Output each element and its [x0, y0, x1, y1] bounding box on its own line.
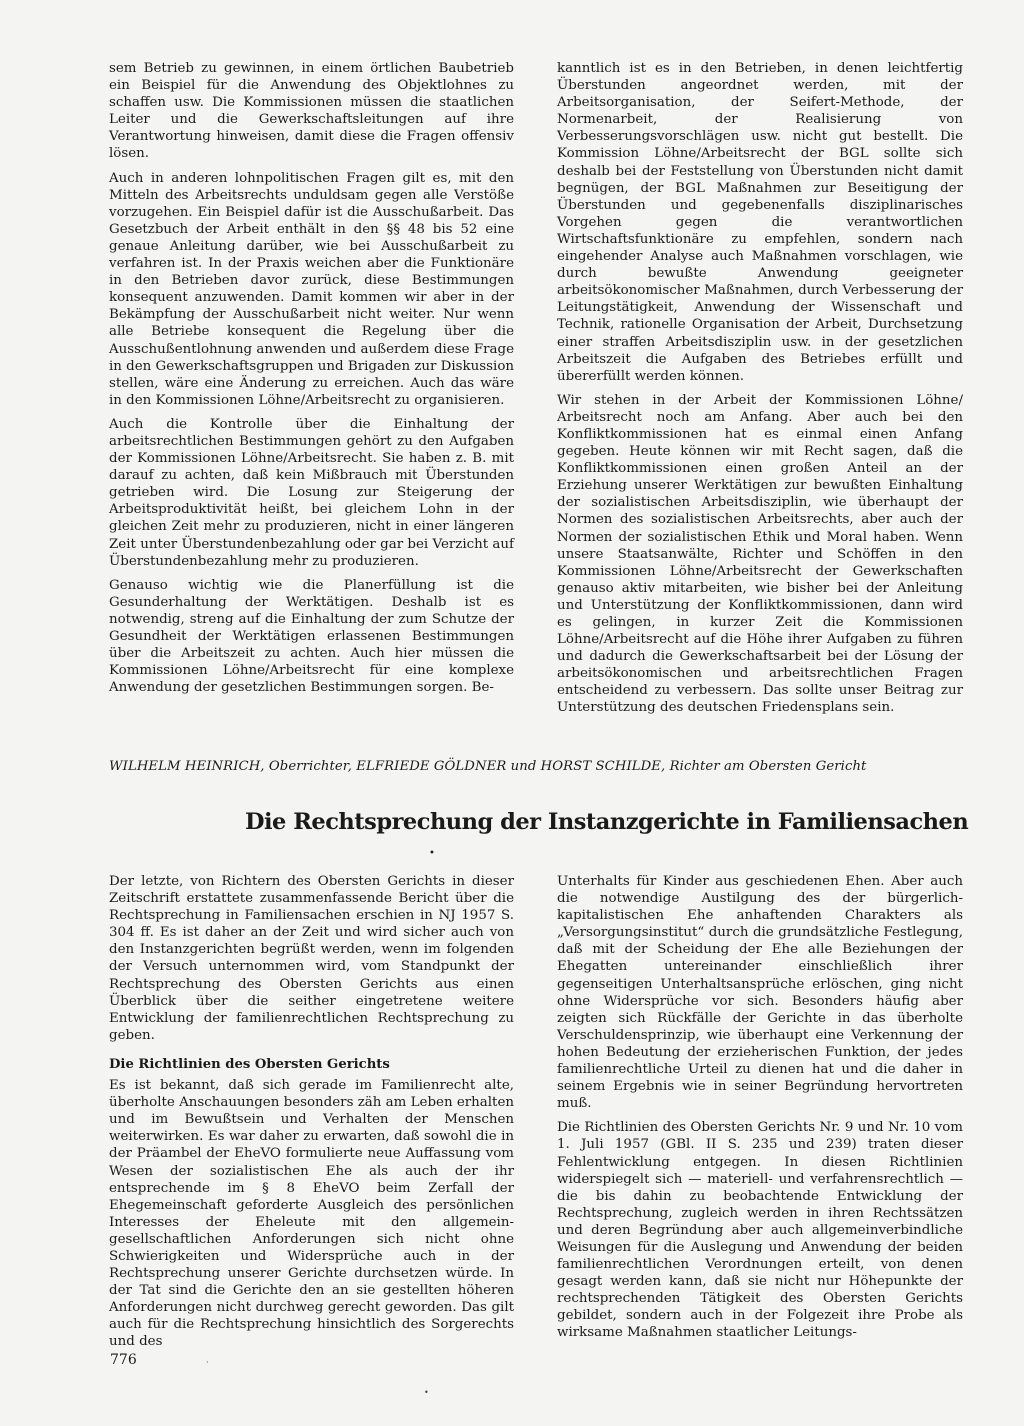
bottom-right-column	[557, 873, 963, 1349]
paragraph: Genauso wichtig wie die Planerfüllung ist die Gesunderhaltung der Werktätigen. Deshalb ist es notwendig, streng auf die Einhaltung der zum Schutze der Gesundheit der Werktätigen erlassenen Bestimmungen über die Arbeitszeit zu achten. Auch hier müssen die Kommissionen Löhne/Arbeitsrecht für eine komplexe Anwendung der gesetzlichen Bestimmungen sorgen. Be-	[109, 577, 514, 696]
author-byline: WILHELM HEINRICH, Oberrichter, ELFRIEDE GÖLDNER und HORST SCHILDE, Richter am Obersten Gericht	[109, 759, 867, 774]
print-speck: •	[424, 1388, 429, 1397]
paragraph: Auch die Kontrolle über die Einhaltung der arbeitsrechtlichen Bestimmungen gehört zu den Aufgaben der Kommissionen Löhne/Arbeitsrecht. Sie haben z. B. mit darauf zu achten, daß kein Mißbrauch mit Überstunden getrieben wird. Die Losung zur Steigerung der Arbeitsproduktivität heißt, bei gleichem Lohn in der gleichen Zeit mehr zu produzieren, nicht in einer längeren Zeit unter Überstundenbezahlung oder gar bei Verzicht auf Überstundenbezahlung mehr zu produzieren.	[109, 416, 514, 569]
print-speck: ·	[206, 1358, 209, 1367]
ornament-dot: •	[429, 848, 435, 859]
paragraph: Auch in anderen lohnpolitischen Fragen gilt es, mit den Mitteln des Arbeitsrechts unduldsam gegen alle Verstöße vorzugehen. Ein Beispiel dafür ist die Ausschußarbeit. Das Gesetzbuch der Arbeit enthält in den §§ 48 bis 52 eine genaue Anleitung darüber, wie bei Ausschußarbeit zu verfahren ist. In der Praxis weichen aber die Funktionäre in den Betrieben davor zurück, diese Bestimmungen konsequent anzuwenden. Damit kommen wir aber in der Bekämpfung der Ausschußarbeit nicht weiter. Nur wenn alle Betriebe konsequent die Regelung über die Ausschußentlohnung anwenden und außerdem diese Frage in den Gewerkschaftsgruppen und Brigaden zur Diskussion stellen, wäre eine Änderung zu erreichen. Auch das wäre in den Kommissionen Löhne/Arbeitsrecht zu organisieren.	[109, 170, 515, 408]
paragraph: Unterhalts für Kinder aus geschiedenen Ehen. Aber auch die notwendige Austilgung des der bürgerlich-kapitalistischen Ehe anhaftenden Charakters als „Versorgungsinstitut“ durch die grundsätzliche Festlegung, daß mit der Scheidung der Ehe alle Beziehungen der Ehegatten untereinander einschließlich ihrer gegenseitigen Unterhaltsansprüche erlöschen, ging nicht ohne Widersprüche vor sich. Besonders häufig aber zeigten sich Rückfälle der Gerichte in das überholte Verschuldensprinzip, wie überhaupt eine Verkennung der hohen Bedeutung der erzieherischen Funktion, der jedes familienrechtliche Urteil zu dienen hat und die daher in seinem Ergebnis wie in seiner Begründung hervortreten muß.	[557, 874, 963, 1112]
paragraph: kanntlich ist es in den Betrieben, in denen leichtfertig Überstunden angeordnet werden, mit der Arbeitsorganisation, der Seifert-Methode, der Normenarbeit, der Realisierung von Verbesserungsvorschlägen usw. nicht gut bestellt. Die Kommission Löhne/Arbeitsrecht der BGL sollte sich deshalb bei der Feststellung von Überstunden nicht damit begnügen, der BGL Maßnahmen zur Beseitigung der Überstunden und gegebenenfalls disziplinarisches Vorgehen gegen die verantwortlichen Wirtschaftsfunktionäre zu empfehlen, sondern nach eingehender Analyse auch Maßnahmen vorschlagen, wie durch bewußte Anwendung geeigneter arbeitsökonomischer Maßnahmen, durch Verbesserung der Leitungstätigkeit, Anwendung der Wissenschaft und Technik, rationelle Organisation der Arbeit, Durchsetzung einer straffen Arbeitsdisziplin usw. in der gesetzlichen Arbeitszeit die Aufgaben des Betriebes erfüllt und übererfüllt werden können.	[557, 61, 963, 384]
top-left-column	[109, 60, 514, 703]
section-heading: Die Richtlinien des Obersten Gerichts	[109, 1056, 390, 1072]
paragraph: Der letzte, von Richtern des Obersten Gerichts in dieser Zeitschrift erstattete zusammenfassende Bericht über die Rechtsprechung in Familiensachen erschien in NJ 1957 S. 304 ff. Es ist daher an der Zeit und wird sicher auch von den Instanzgerichten begrüßt werden, wenn im folgenden der Versuch unternommen wird, vom Standpunkt der Rechtsprechung des Obersten Gerichts aus einen Überblick über die seither eingetretene weitere Entwicklung der familienrechtlichen Rechtsprechung zu geben.	[109, 874, 514, 1043]
paragraph: Die Richtlinien des Obersten Gerichts Nr. 9 und Nr. 10 vom 1. Juli 1957 (GBl. II S. 235 und 239) traten dieser Fehlentwicklung entgegen. In diesen Richtlinien widerspiegelt sich — materiell- und verfahrensrechtlich — die bis dahin zu beobachtende Entwicklung der Rechtsprechung, zugleich werden in ihren Rechtssätzen und deren Begründung aber auch allgemeinverbindliche Weisungen für die Auslegung und Anwendung der beiden familienrechtlichen Verordnungen erteilt, von denen gesagt werden kann, daß sie nicht nur Höhepunkte der rechtsprechenden Tätigkeit des Obersten Gerichts gebildet, sondern auch in der Folgezeit ihre Probe als wirksame Maßnahmen staatlicher Leitungs-	[557, 1120, 963, 1341]
page-number: 776	[110, 1352, 137, 1368]
top-right-column	[557, 60, 963, 724]
bottom-left-column	[109, 873, 514, 1358]
paragraph: Wir stehen in der Arbeit der Kommissionen Löhne/ Arbeitsrecht noch am Anfang. Aber auch bei den Konfliktkommissionen hat es einmal einen Anfang gegeben. Heute können wir mit Recht sagen, daß die Konfliktkommissionen einen großen Anteil an der Erziehung unserer Werktätigen zur bewußten Einhaltung der sozialistischen Arbeitsdisziplin, wie überhaupt der Normen des sozialistischen Arbeitsrechts, aber auch der Normen der sozialistischen Ethik und Moral haben. Wenn unsere Staatsanwälte, Richter und Schöffen in den Kommissionen Löhne/Arbeitsrecht der Gewerkschaften genauso aktiv mitarbeiten, wie bisher bei der Anleitung und Unterstützung der Konfliktkommissionen, dann wird es gelingen, in kurzer Zeit die Kommissionen Löhne/Arbeitsrecht auf die Höhe ihrer Aufgaben zu führen und dadurch die Gewerkschaftsarbeit bei der Lösung der arbeitsökonomischen und arbeitsrechtlichen Fragen entscheidend zu verbessern. Das sollte unser Beitrag zur Unterstützung des deutschen Friedensplans sein.	[557, 392, 963, 716]
article-title: Die Rechtsprechung der Instanzgerichte in Familiensachen	[245, 809, 969, 835]
paragraph: Es ist bekannt, daß sich gerade im Familienrecht alte, überholte Anschauungen besonders zäh am Leben erhalten und im Bewußtsein und Verhalten der Menschen weiterwirken. Es war daher zu erwarten, daß sowohl die in der Präambel der EheVO formulierte neue Auffassung vom Wesen der sozialistischen Ehe als auch der ihr entsprechende im § 8 EheVO beim Zerfall der Ehegemeinschaft geforderte Ausgleich des persönlichen Interesses der Eheleute mit den allgemein-gesellschaftlichen Anforderungen sich nicht ohne Schwierigkeiten und Widersprüche auch in der Rechtsprechung unserer Gerichte durchsetzen würde. In der Tat sind die Gerichte den an sie gestellten höheren Anforderungen nicht durchweg gerecht geworden. Das gilt auch für die Rechtsprechung hinsichtlich des Sorgerechts und des	[109, 1078, 514, 1350]
paragraph: sem Betrieb zu gewinnen, in einem örtlichen Baubetrieb ein Beispiel für die Anwendung des Objektlohnes zu schaffen usw. Die Kommissionen müssen die staatlichen Leiter und die Gewerkschaftsleitungen auf ihre Verantwortung hinweisen, damit diese die Fragen offensiv lösen.	[109, 61, 514, 162]
